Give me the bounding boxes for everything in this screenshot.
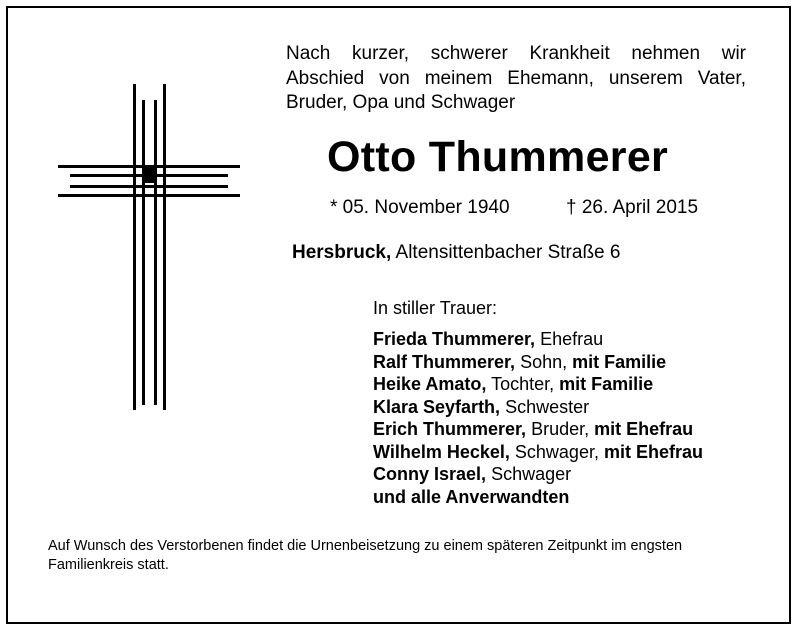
mourner-extra: mit Ehefrau — [594, 419, 694, 439]
mourner-name: Wilhelm Heckel, — [373, 441, 510, 462]
mourner-item — [373, 418, 703, 441]
mourner-name: Conny Israel, — [373, 464, 487, 484]
mourner-relation: Sohn, — [520, 351, 568, 372]
mourner-item — [373, 463, 703, 486]
mourner-name: Klara Seyfarth, — [373, 396, 501, 417]
birth-date: * 05. November 1940 — [330, 197, 510, 218]
mourner-item — [373, 396, 703, 419]
mourner-extra: mit Ehefrau — [603, 441, 704, 462]
mourner-name: Erich Thummerer, — [373, 419, 527, 439]
address-street: Altensittenbacher Straße 6 — [395, 242, 621, 263]
intro-text: Nach kurzer, schwerer Krankheit nehmen wir Abschied von meinem Ehemann, unserem Vater, Bruder, Opa und Schwager — [286, 43, 746, 113]
mourner-extra: mit Familie — [572, 351, 667, 372]
mourner-item — [373, 373, 703, 396]
mourner-item — [373, 351, 703, 374]
mourner-name: Ralf Thummerer, — [373, 351, 516, 372]
mourner-item — [373, 486, 703, 509]
cross-icon — [58, 84, 242, 419]
mourners-list — [373, 328, 703, 508]
mourner-item — [373, 441, 703, 464]
mourner-relation: Ehefrau — [540, 329, 604, 349]
mourner-name: Heike Amato, — [373, 374, 487, 394]
mourner-name: Frieda Thummerer, — [373, 329, 536, 349]
mourner-name: und alle Anverwandten — [373, 486, 570, 507]
mourner-relation: Schwager — [491, 464, 572, 484]
address-line — [292, 242, 620, 264]
mourner-relation: Schwester — [505, 396, 590, 417]
footer-text: Auf Wunsch des Verstorbenen findet die Urnenbeisetzung zu einem späteren Zeitpunkt im engsten Familienkreis statt. — [48, 538, 683, 573]
deceased-name: Otto Thummerer — [327, 133, 669, 181]
mourner-extra: mit Familie — [559, 374, 654, 394]
mourner-item — [373, 328, 703, 351]
mourner-relation: Bruder, — [531, 419, 590, 439]
death-date: † 26. April 2015 — [566, 197, 699, 218]
mourner-relation: Tochter, — [491, 374, 555, 394]
mourner-relation: Schwager, — [514, 441, 599, 462]
address-city: Hersbruck, — [292, 242, 392, 263]
mourning-label: In stiller Trauer: — [373, 298, 498, 318]
